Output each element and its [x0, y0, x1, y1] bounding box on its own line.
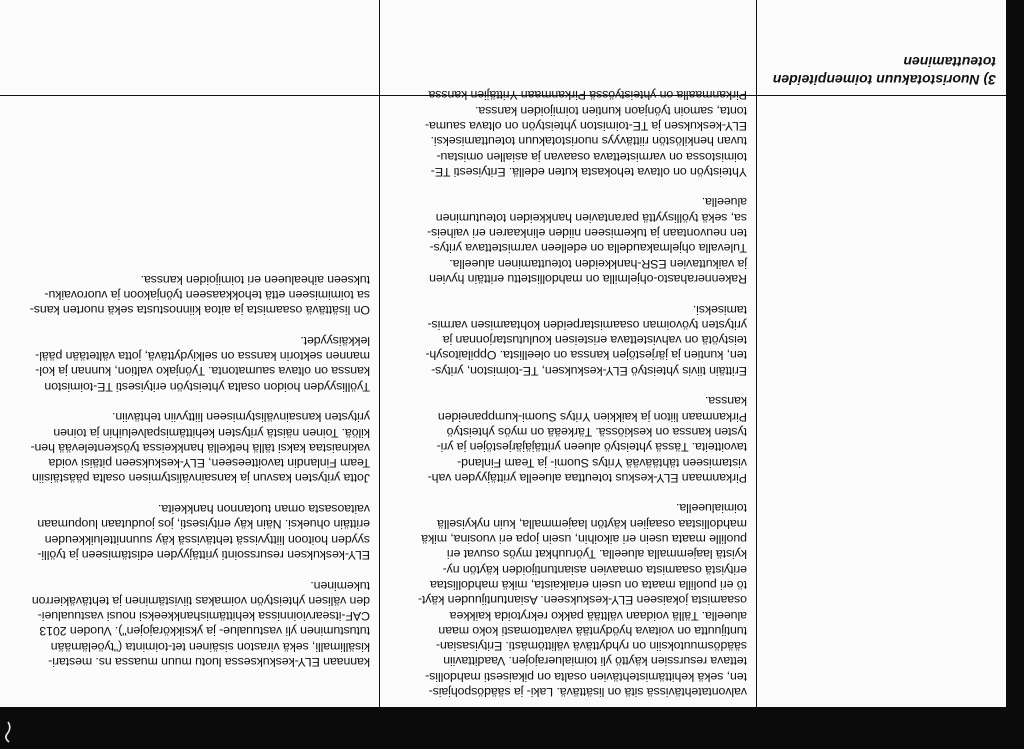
text-line: teistyötä on vahvistettava eristeisen koulutustarjonnan ja [442, 333, 747, 348]
text-line: kanssa. [704, 394, 747, 409]
scan-edge-marks [0, 0, 30, 749]
text-line: tö eri puolilla maata on usein eriaikaista, mikä mahdollistaa [430, 577, 747, 592]
column-1-text [418, 87, 747, 699]
text-line: toimialueella. [676, 501, 747, 516]
text-line: kannaan ELY-keskuksessa luotu muun muassa ns. mestari- [48, 655, 370, 669]
text-line: ten, sekä kehittämistehtävien osalta on pikaisesti mahdollis- [425, 669, 747, 684]
text-line: sa, sekä työllisyyttä parantavien hankkeiden toteutuminen [435, 210, 747, 225]
text-line: säädösmuutoksiin on ryhdyttävä välittömästi. Erityisasian- [436, 639, 747, 654]
section-number: 3) [983, 72, 996, 88]
text-line: Jotta yritysten kasvun ja kansainvälistymisen osalta päästäisiin [32, 471, 370, 486]
section-title-line1: Nuoristotakuun toimenpiteiden [772, 72, 980, 88]
section-heading [773, 53, 996, 89]
column-2-text [30, 271, 370, 669]
text-line: erityistä osaamista omaavien asiantuntijoiden käytön ny- [442, 562, 747, 577]
text-line: On lisättävä osaamista ja aitoa kiinnostusta sekä nuorten kans- [29, 303, 370, 318]
paragraph-gap [418, 378, 747, 393]
paragraph-gap [418, 286, 747, 301]
text-line: toimistossa on varmistettava osaavan ja asiallen omistau- [436, 149, 747, 164]
text-line: Pirkanmaan liiton ja kaikkien Yritys Suomi-kumppaneiden [437, 409, 747, 424]
section-title-line2: toteuttaminen [903, 54, 996, 70]
text-line: kilöä. Toinen näistä yritysten kehittämispalveluihin ja toinen [53, 425, 370, 440]
text-line: kyistä laajemmalla alueella. Työruuhkat myös osuvat eri [446, 547, 747, 562]
text-line: mannen sektorin kanssa on selkiydyttävä, jotta vältetään pääl- [35, 349, 370, 364]
text-line: tuntijuutta on voitava hyödyntää vaivattomasti koko maan [438, 623, 747, 638]
text-line: tutustuminen yli vastuualue- ja yksikkörajojen"). Vuoden 2013 [39, 624, 370, 639]
text-line: Erittäin tiivis yhteistyö ELY-keskuksen, TE-toimiston, yritys- [431, 363, 747, 378]
text-line: den välisen yhteistyön voimakas tiivistäminen ja tehtäväkierron [31, 593, 370, 608]
text-line: tettava resurssien käyttö yli toimialuerajojen. Vaadittaviin [443, 654, 747, 669]
column-divider-2 [379, 0, 380, 707]
text-line: tamiseksi. [692, 302, 747, 317]
paragraph-gap [30, 485, 370, 500]
text-line: ELY-keskuksen ja TE-toimiston yhteistyön on oltava sauma- [425, 119, 747, 134]
paragraph-gap [30, 317, 370, 332]
text-line: Yhteistyön on oltava tehokasta kuten edellä. Erityisesti TE- [430, 164, 747, 179]
scan-mark-squiggle [6, 722, 10, 742]
text-line: tukseen aihealueen eri toimijoiden kanssa. [140, 272, 370, 287]
text-line: ja vaikuttavien ESR-hankkeiden toteuttaminen alueella. [449, 256, 747, 271]
column-divider-1 [756, 0, 757, 707]
paragraph-gap [30, 562, 370, 577]
text-line: kisällimalli, sekä viraston sisäinen tet-toiminta ("työelämään [50, 639, 370, 654]
text-line: osaamista jokaiseen ELY-keskukseen. Asiantuntijuuden käyt- [418, 593, 747, 608]
paragraph-gap [30, 394, 370, 409]
text-line: ten neuvontaan ja tukemiseen niiden elinkaaren eri vaiheis- [427, 226, 747, 241]
text-line: lekkäisyydet. [300, 333, 370, 348]
text-line: CAF-itsearvioinnissa kehittämishankkeeksi nousi vastuualuei- [37, 609, 370, 624]
text-line: Team Finlandin tavoitteeseen, ELY-keskukseen pitäisi voida [48, 456, 370, 471]
text-line: sa toimimiseen että tehokkaaseen työnjakoon ja vuorovaiku- [44, 287, 370, 302]
text-line: valvontatehtävissä sitä on lisättävä. Laki- ja säädöspohjais- [428, 685, 747, 699]
text-line: kanssa on oltava saumatonta. Työnjako valtion, kunnan ja kol- [35, 364, 370, 379]
text-line: ten, kuntien ja järjestöjen kanssa on oleellista. Oppilaitosyh- [425, 348, 747, 363]
text-line: tukeminen. [310, 578, 370, 593]
text-line: vistamiseen tähtäävää Yritys Suomi- ja Team Finland- [457, 455, 747, 470]
text-line: Pirkanmaan ELY-keskus toteuttaa alueella yrittäjyyden vah- [427, 470, 747, 485]
text-line: puolille maata usein eri aikoihin, usein jopa eri vuosina, mikä [421, 532, 747, 547]
text-line: vakinaistaa kaksi tällä hetkellä hankkeissa työskentelevää hen- [30, 440, 370, 455]
text-line: Pirkanmaalla on yhteistyössä Pirkanmaan Yrittäjien kanssa [428, 88, 747, 103]
text-line: syyden hoitoon liittyvissä tehtävissä käy suunnitteluikkeuden [44, 532, 370, 547]
text-line: Tulevalla ohjelmakaudella on edelleen varmistettava yritys- [429, 241, 747, 256]
text-line: alueella. [701, 195, 747, 210]
text-line: ELY-keskuksen resurssointi yrittäjyyden edistämiseen ja työlli- [37, 547, 370, 562]
text-line: yritysten kansainvälistymiseen liittyviin tehtäviin. [112, 410, 370, 425]
paragraph-gap [418, 179, 747, 194]
text-line: tavoitteita. Tässä yhteistyö alueen yrittäjäjärjestöjen ja yri- [436, 440, 747, 455]
text-line: erittäin ohueksi. Näin käy erityisesti, jos joudutaan luopumaan [37, 517, 370, 532]
text-line: tysten kanssa on keskiössä. Tärkeää on myös yhteistyö [446, 424, 747, 439]
text-line: yritysten työvoiman osaamistarpeiden kohtaamisen varmis- [427, 317, 747, 332]
text-line: tonta, samoin työnjaon kuntien toimijoiden kanssa. [475, 103, 747, 118]
text-line: mahdollistaa osaajien käytön laajemmalla, kuin nykyisellä [437, 516, 747, 531]
text-line: Työllisyyden hoidon osalta yhteistyön erityisesti TE-toimiston [44, 379, 370, 394]
text-line: tuvan henkilöstön riittävyys nuoristotakuun toteuttamiseksi. [430, 134, 747, 149]
text-line: vaitaosasta oman tuotannon hankkeita. [158, 502, 370, 517]
text-line: alueella. Tällä voidaan välttää pakko rekrytoida kaikkea [449, 608, 747, 623]
text-line: Rakennerahasto-ohjelmilla on mahdollistettu erittäin hyvien [429, 271, 747, 286]
paragraph-gap [418, 485, 747, 500]
